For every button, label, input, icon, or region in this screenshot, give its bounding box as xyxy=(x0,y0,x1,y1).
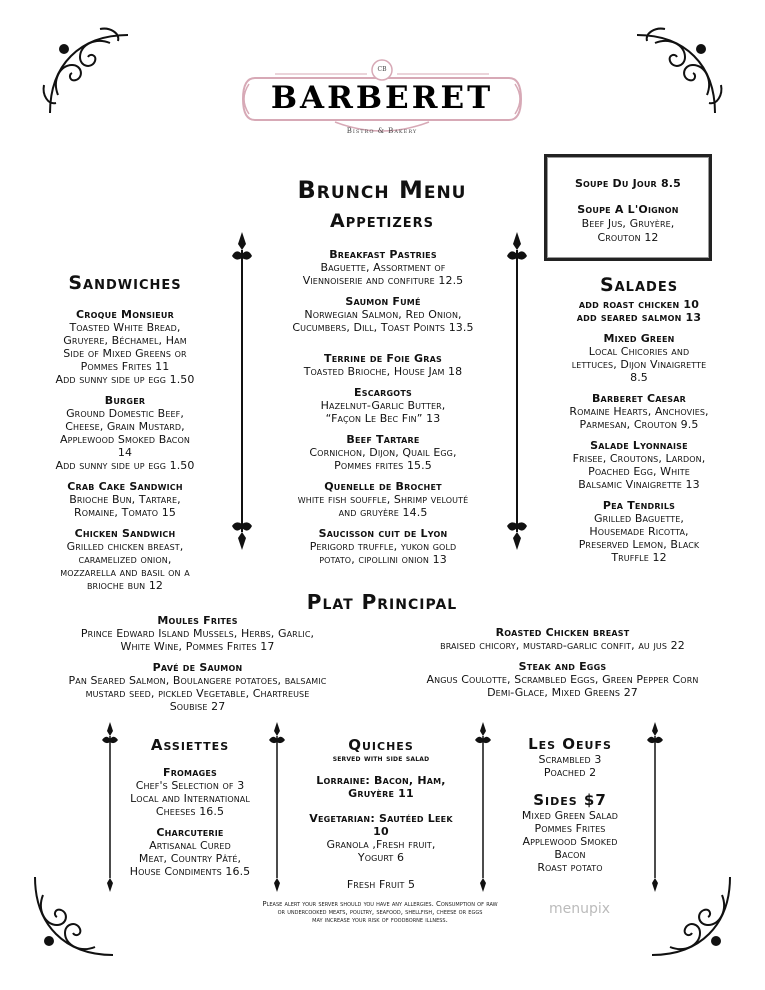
appetizer-name: Escargots xyxy=(354,386,412,399)
plat-left-column xyxy=(25,614,370,713)
appetizer-desc: Toasted Brioche, House Jam 18 xyxy=(303,365,463,378)
sandwich-desc: Ground Domestic Beef, xyxy=(66,407,184,420)
salad-desc: Parmesan, Crouton 9.5 xyxy=(579,418,699,431)
sandwich-desc: Side of Mixed Greens or xyxy=(63,347,187,360)
oeufs-section xyxy=(490,735,650,874)
appetizer-desc: Perigord truffle, yukon gold xyxy=(309,540,457,553)
salad-desc: Romaine Hearts, Anchovies, xyxy=(569,405,709,418)
barberet-logo xyxy=(235,58,529,140)
sandwich-desc: mozzarella and basil on a xyxy=(60,566,190,579)
sandwich-item xyxy=(18,394,232,472)
sandwich-desc: Pommes Frites 11 xyxy=(80,360,170,373)
assiettes-heading: Assiettes xyxy=(150,736,230,754)
assiette-desc: Chef's Selection of 3 xyxy=(135,779,245,792)
soupe-oignon-title: Soupe A L'Oignon xyxy=(577,203,679,216)
quiche-line: Vegetarian: Sautéed Leek xyxy=(309,812,453,825)
quiche-line: Gruyère 11 xyxy=(348,787,414,800)
assiette-desc: Cheeses 16.5 xyxy=(155,805,225,818)
soup-box xyxy=(544,154,712,261)
salad-item xyxy=(528,332,750,384)
assiette-desc: House Condiments 16.5 xyxy=(129,865,251,878)
appetizer-item xyxy=(252,480,514,519)
salad-desc: Frisee, Croutons, Lardon, xyxy=(572,452,706,465)
salad-desc: Preserved Lemon, Black xyxy=(578,538,700,551)
sides-line: Bacon xyxy=(554,848,586,861)
corner-ornament-top-left xyxy=(40,25,130,115)
soupe-oignon-desc-1: Beef Jus, Gruyère, xyxy=(581,217,675,230)
page-title: Brunch Menu xyxy=(297,176,467,204)
sandwich-desc: brioche bun 12 xyxy=(86,579,164,592)
sandwich-desc: Brioche Bun, Tartare, xyxy=(69,493,181,506)
quiche-line: Yogurt 6 xyxy=(357,851,405,864)
disclaimer-line: Please alert your server should you have any allergies. Consumption of raw xyxy=(262,900,498,908)
appetizers-heading: Appetizers xyxy=(329,210,435,232)
appetizer-desc: white fish souffle, Shrimp velouté xyxy=(297,493,469,506)
sandwich-desc: Gruyere, Béchamel, Ham xyxy=(63,334,187,347)
sandwich-desc: Cheese, Grain Mustard, xyxy=(65,420,185,433)
sandwich-name: Chicken Sandwich xyxy=(74,527,176,540)
assiette-name: Charcuterie xyxy=(156,826,224,839)
sides-line: Pommes Frites xyxy=(534,822,606,835)
disclaimer-line: or undercooked meats, poultry, seafood, shellfish, cheese or eggs xyxy=(277,908,483,916)
salad-desc: lettuces, Dijon Vinaigrette xyxy=(571,358,707,371)
appetizer-desc: Baguette, Assortment of xyxy=(320,261,446,274)
sandwich-desc: Add sunny side up egg 1.50 xyxy=(55,373,195,386)
sides-line: Applewood Smoked xyxy=(522,835,618,848)
sides-heading: Sides $7 xyxy=(533,791,607,809)
sandwich-desc: Add sunny side up egg 1.50 xyxy=(55,459,195,472)
salad-desc: Housemade Ricotta, xyxy=(589,525,689,538)
sandwich-desc: Applewood Smoked Bacon xyxy=(60,433,190,446)
sandwiches-heading: Sandwiches xyxy=(68,272,182,294)
appetizers-list xyxy=(252,248,514,566)
salad-item xyxy=(528,392,750,431)
sandwich-item xyxy=(18,527,232,592)
appetizer-item xyxy=(252,295,514,334)
sandwich-desc: caramelized onion, xyxy=(78,553,172,566)
plat-name: Pavé de Saumon xyxy=(152,661,243,674)
plat-name: Steak and Eggs xyxy=(518,660,607,673)
sandwich-name: Crab Cake Sandwich xyxy=(67,480,183,493)
salad-desc: 8.5 xyxy=(630,371,648,384)
quiche-line: Fresh Fruit 5 xyxy=(346,878,416,891)
watermark: menupix xyxy=(549,901,611,917)
appetizer-desc: Cucumbers, Dill, Toast Points 13.5 xyxy=(292,321,474,334)
soup-du-jour: Soupe Du Jour 8.5 xyxy=(574,177,682,190)
logo-tagline: Bistro & Bakery xyxy=(346,127,418,135)
quiches-heading: Quiches xyxy=(348,736,414,754)
quiche-line: Lorraine: Bacon, Ham, xyxy=(316,774,446,787)
soupe-oignon-desc-2: Crouton 12 xyxy=(597,231,659,244)
appetizer-name: Saumon Fumé xyxy=(345,295,421,308)
sandwich-name: Croque Monsieur xyxy=(76,308,174,321)
plat-principal-heading: Plat Principal xyxy=(306,590,458,614)
appetizer-desc: Hazelnut-Garlic Butter, xyxy=(320,399,446,412)
assiette-desc: Artisanal Cured xyxy=(149,839,231,852)
salad-name: Pea Tendrils xyxy=(602,499,676,512)
allergy-disclaimer xyxy=(180,900,580,924)
salad-item xyxy=(528,499,750,564)
appetizer-desc: Viennoiserie and confiture 12.5 xyxy=(302,274,464,287)
salad-item xyxy=(528,439,750,491)
appetizer-name: Saucisson cuit de Lyon xyxy=(318,527,448,540)
sides-line: Roast potato xyxy=(537,861,603,874)
divider-left-appetizers xyxy=(230,232,254,550)
quiche-line: 10 xyxy=(373,825,389,838)
appetizer-desc: Cornichon, Dijon, Quail Egg, xyxy=(309,446,457,459)
plat-desc: mustard seed, pickled Vegetable, Chartreuse xyxy=(85,687,310,700)
plat-desc: Soubise 27 xyxy=(169,700,226,713)
appetizer-item xyxy=(252,248,514,287)
salad-addon: add seared salmon 13 xyxy=(576,311,702,324)
quiches-section xyxy=(284,736,478,891)
appetizer-desc: Norwegian Salmon, Red Onion, xyxy=(304,308,462,321)
salad-name: Barberet Caesar xyxy=(591,392,687,405)
oeufs-line: Scrambled 3 xyxy=(538,753,602,766)
plat-desc: Angus Coulotte, Scrambled Eggs, Green Pepper Corn xyxy=(426,673,699,686)
salades-heading: Salades xyxy=(599,274,679,296)
assiette-desc: Meat, Country Pâté, xyxy=(138,852,242,865)
appetizer-name: Quenelle de Brochet xyxy=(324,480,442,493)
appetizer-name: Breakfast Pastries xyxy=(329,248,437,261)
appetizer-name: Terrine de Foie Gras xyxy=(324,352,442,365)
disclaimer-line: may increase your risk of foodborne illness. xyxy=(312,916,448,924)
assiette-name: Fromages xyxy=(162,766,218,779)
plat-desc: Demi-Glace, Mixed Greens 27 xyxy=(487,686,638,699)
assiettes-section xyxy=(110,736,270,878)
plat-name: Roasted Chicken breast xyxy=(495,626,630,639)
salad-desc: Local Chicories and xyxy=(588,345,690,358)
plat-desc: braised chicory, mustard-garlic confit, au jus 22 xyxy=(440,639,685,652)
salades-section xyxy=(528,274,750,564)
oeufs-heading: Les Oeufs xyxy=(528,735,612,753)
appetizer-item xyxy=(252,433,514,472)
oeufs-line: Poached 2 xyxy=(543,766,597,779)
plat-desc: White Wine, Pommes Frites 17 xyxy=(120,640,275,653)
sandwich-name: Burger xyxy=(104,394,146,407)
appetizer-desc: “Façon Le Bec Fin” 13 xyxy=(325,412,441,425)
salad-desc: Truffle 12 xyxy=(611,551,667,564)
appetizer-item xyxy=(252,386,514,425)
quiches-subheading: served with side salad xyxy=(332,754,430,764)
sandwich-item xyxy=(18,480,232,519)
appetizer-desc: Pommes frites 15.5 xyxy=(334,459,432,472)
salad-name: Salade Lyonnaise xyxy=(590,439,688,452)
salad-name: Mixed Green xyxy=(603,332,675,345)
appetizer-desc: and gruyère 14.5 xyxy=(338,506,428,519)
salad-desc: Poached Egg, White xyxy=(588,465,690,478)
appetizer-item xyxy=(252,352,514,378)
corner-ornament-top-right xyxy=(635,25,725,115)
appetizer-item xyxy=(252,527,514,566)
sandwich-desc: Toasted White Bread, xyxy=(69,321,181,334)
plat-right-column xyxy=(385,626,740,699)
logo-monogram: CB xyxy=(377,66,387,73)
sandwiches-section xyxy=(18,272,232,592)
salad-addon: add roast chicken 10 xyxy=(578,298,700,311)
plat-desc: Pan Seared Salmon, Boulangere potatoes, balsamic xyxy=(68,674,327,687)
salad-desc: Balsamic Vinaigrette 13 xyxy=(578,478,700,491)
sandwich-desc: Grilled chicken breast, xyxy=(66,540,184,553)
sandwich-desc: 14 xyxy=(117,446,133,459)
assiette-desc: Local and International xyxy=(130,792,250,805)
appetizer-name: Beef Tartare xyxy=(346,433,420,446)
quiche-line: Granola ,Fresh fruit, xyxy=(326,838,436,851)
appetizer-desc: potato, cipollini onion 13 xyxy=(319,553,447,566)
sides-line: Mixed Green Salad xyxy=(521,809,619,822)
sandwich-desc: Romaine, Tomato 15 xyxy=(74,506,176,519)
plat-name: Moules Frites xyxy=(157,614,238,627)
logo-name: BARBERET xyxy=(270,80,494,116)
sandwich-item xyxy=(18,308,232,386)
plat-desc: Prince Edward Island Mussels, Herbs, Garlic, xyxy=(80,627,315,640)
salad-desc: Grilled Baguette, xyxy=(594,512,684,525)
